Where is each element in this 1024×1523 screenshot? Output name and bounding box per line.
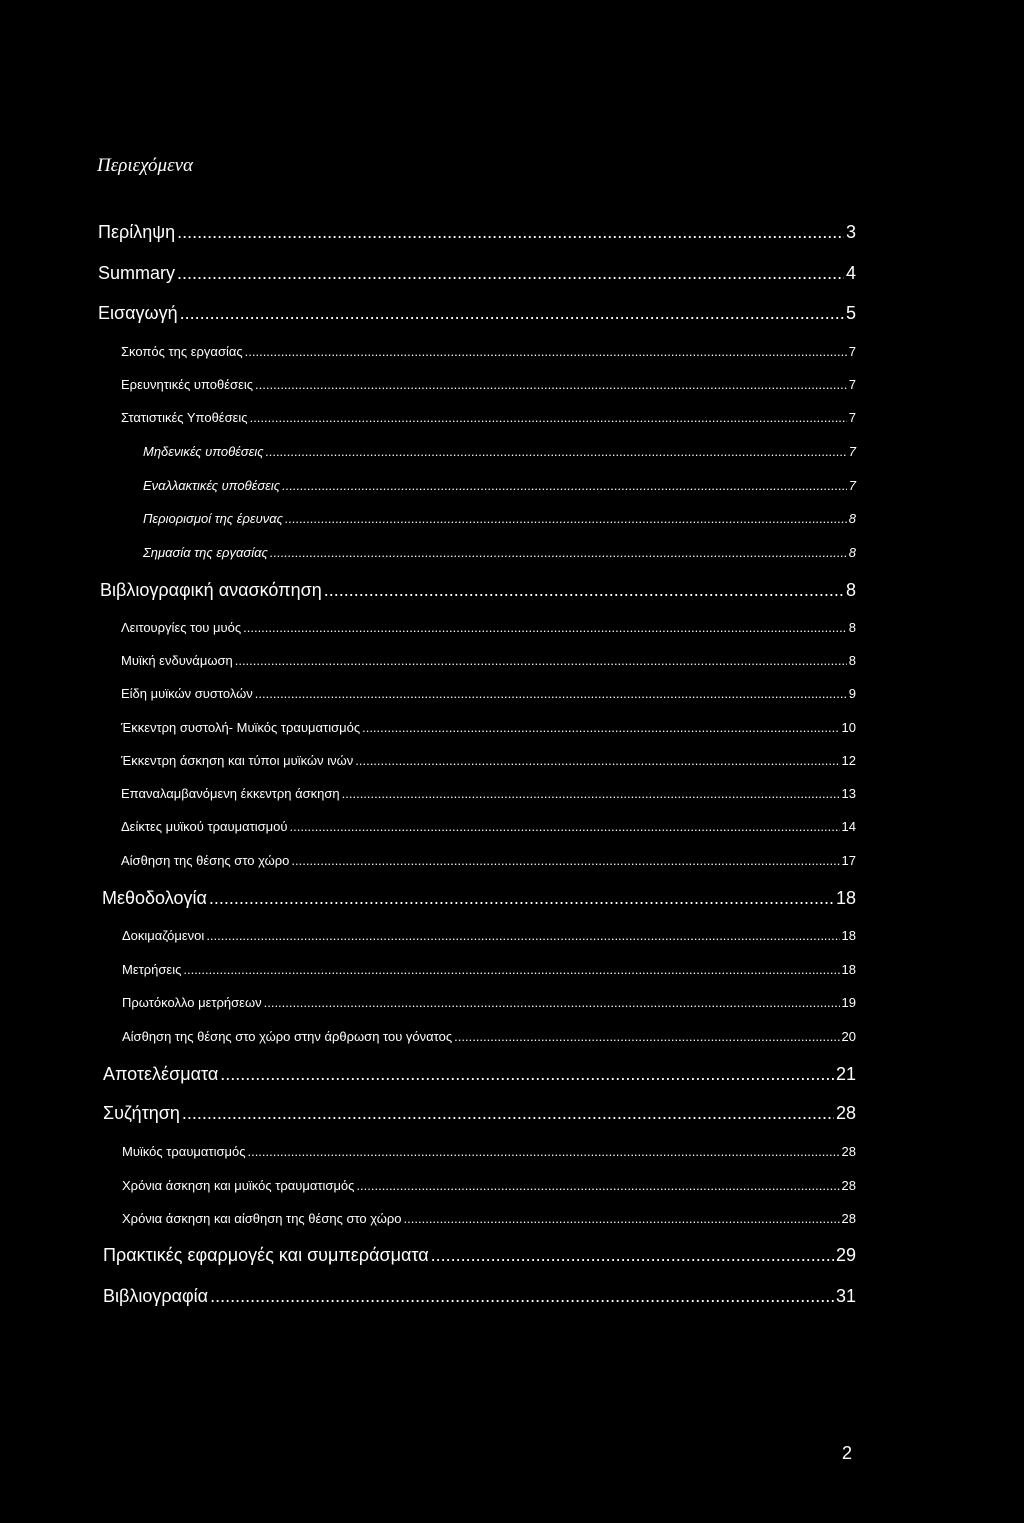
toc-entry[interactable] <box>121 753 856 768</box>
toc-entry-title: Σημασία της εργασίας <box>143 545 268 560</box>
toc-dot-leader <box>177 222 844 243</box>
toc-entry-title: Επαναλαμβανόμενη έκκεντρη άσκηση <box>121 786 340 801</box>
toc-entry[interactable] <box>121 720 856 735</box>
toc-entry[interactable] <box>121 344 856 359</box>
toc-entry-title: Είδη μυϊκών συστολών <box>121 686 253 701</box>
toc-entry-page: 14 <box>841 819 856 834</box>
toc-dot-leader <box>362 720 839 735</box>
toc-entry-title: Εναλλακτικές υποθέσεις <box>143 478 281 493</box>
toc-entry-title: Αποτελέσματα <box>103 1064 219 1084</box>
toc-entry[interactable] <box>121 819 856 834</box>
toc-entry-title: Αίσθηση της θέσης στο χώρο στην άρθρωση του γόνατος <box>122 1029 453 1044</box>
toc-entry-page: 7 <box>848 478 856 493</box>
toc-entry-page: 4 <box>845 263 856 283</box>
toc-dot-leader <box>183 962 839 977</box>
toc-entry[interactable] <box>122 1178 856 1193</box>
toc-entry[interactable] <box>121 377 856 392</box>
toc-entry-page: 12 <box>841 753 856 768</box>
toc-entry-title: Χρόνια άσκηση και μυϊκός τραυματισμός <box>122 1178 355 1193</box>
toc-entry[interactable] <box>103 1245 856 1266</box>
toc-dot-leader <box>182 1103 834 1124</box>
toc-entry-title: Δοκιμαζόμενοι <box>122 928 205 943</box>
toc-entry[interactable] <box>121 786 856 801</box>
toc-dot-leader <box>270 545 847 560</box>
toc-entry[interactable] <box>143 511 856 526</box>
toc-entry-title: Πρακτικές εφαρμογές και συμπεράσματα <box>103 1245 429 1265</box>
toc-entry-title: Πρωτόκολλο μετρήσεων <box>122 995 262 1010</box>
toc-entry-page: 7 <box>848 444 856 459</box>
toc-entry[interactable] <box>122 1211 856 1226</box>
toc-entry-title: Μυϊκή ενδυνάμωση <box>121 653 233 668</box>
toc-entry[interactable] <box>98 222 856 243</box>
toc-entry-title: Συζήτηση <box>103 1103 180 1123</box>
toc-entry-page: 28 <box>841 1144 856 1159</box>
toc-entry-title: Λειτουργίες του μυός <box>121 620 242 635</box>
toc-entry-page: 18 <box>841 962 856 977</box>
toc-entry[interactable] <box>122 1144 856 1159</box>
toc-entry-page: 28 <box>841 1178 856 1193</box>
toc-entry-title: Βιβλιογραφική ανασκόπηση <box>100 580 322 600</box>
toc-entry-page: 8 <box>848 653 856 668</box>
toc-entry-page: 29 <box>835 1245 856 1265</box>
toc-entry[interactable] <box>122 995 856 1010</box>
toc-entry-title: Έκκεντρη άσκηση και τύποι μυϊκών ινών <box>121 753 354 768</box>
toc-dot-leader <box>250 410 847 425</box>
toc-entry-title: Δείκτες μυϊκού τραυματισμού <box>121 819 288 834</box>
toc-entry[interactable] <box>121 686 856 701</box>
toc-entry-page: 17 <box>841 853 856 868</box>
toc-entry-page: 18 <box>835 888 856 908</box>
toc-dot-leader <box>404 1211 840 1226</box>
toc-entry[interactable] <box>98 303 856 324</box>
toc-entry-title: Μηδενικές υποθέσεις <box>143 444 264 459</box>
toc-dot-leader <box>235 653 847 668</box>
toc-entry[interactable] <box>121 620 856 635</box>
toc-dot-leader <box>247 1144 839 1159</box>
toc-entry-title: Περιορισμοί της έρευνας <box>143 511 283 526</box>
toc-entry[interactable] <box>103 1103 856 1124</box>
toc-entry[interactable] <box>98 263 856 284</box>
toc-entry[interactable] <box>143 444 856 459</box>
toc-entry-title: Στατιστικές Υποθέσεις <box>121 410 248 425</box>
toc-entry[interactable] <box>143 478 856 493</box>
toc-entry-page: 7 <box>848 410 856 425</box>
toc-dot-leader <box>355 753 839 768</box>
toc-dot-leader <box>255 377 847 392</box>
toc-entry-page: 10 <box>841 720 856 735</box>
toc-entry-page: 9 <box>848 686 856 701</box>
toc-entry-page: 20 <box>841 1029 856 1044</box>
toc-entry[interactable] <box>143 545 856 560</box>
toc-entry[interactable] <box>121 410 856 425</box>
toc-dot-leader <box>290 819 840 834</box>
toc-entry[interactable] <box>122 962 856 977</box>
toc-entry-page: 8 <box>848 511 856 526</box>
page-number: 2 <box>842 1443 853 1463</box>
toc-entry-title: Έκκεντρη συστολή- Μυϊκός τραυματισμός <box>121 720 361 735</box>
toc-entry[interactable] <box>121 653 856 668</box>
toc-entry-page: 8 <box>845 580 856 600</box>
toc-dot-leader <box>209 888 834 909</box>
toc-entry[interactable] <box>122 928 856 943</box>
toc-dot-leader <box>324 580 844 601</box>
toc-entry-title: Μεθοδολογία <box>102 888 207 908</box>
toc-dot-leader <box>264 995 840 1010</box>
toc-dot-leader <box>180 303 844 324</box>
toc-dot-leader <box>266 444 847 459</box>
toc-entry-title: Περίληψη <box>98 222 176 242</box>
toc-entry-title: Summary <box>98 263 176 283</box>
toc-entry-title: Χρόνια άσκηση και αίσθηση της θέσης στο χώρο <box>122 1211 402 1226</box>
toc-entry-title: Σκοπός της εργασίας <box>121 344 243 359</box>
toc-dot-leader <box>431 1245 834 1266</box>
toc-entry[interactable] <box>122 1029 856 1044</box>
toc-entry[interactable] <box>121 853 856 868</box>
toc-dot-leader <box>342 786 840 801</box>
toc-heading: Περιεχόμενα <box>97 155 193 176</box>
toc-entry[interactable] <box>100 580 856 601</box>
toc-entry-page: 5 <box>845 303 856 323</box>
toc-entry-page: 7 <box>848 377 856 392</box>
toc-dot-leader <box>220 1064 834 1085</box>
toc-entry-page: 21 <box>835 1064 856 1084</box>
toc-entry-page: 28 <box>835 1103 856 1123</box>
toc-dot-leader <box>255 686 847 701</box>
toc-dot-leader <box>454 1029 839 1044</box>
toc-entry-page: 8 <box>848 545 856 560</box>
toc-entry-page: 3 <box>845 222 856 242</box>
toc-dot-leader <box>206 928 839 943</box>
toc-dot-leader <box>282 478 847 493</box>
toc-entry-title: Μετρήσεις <box>122 962 182 977</box>
toc-entry-page: 19 <box>841 995 856 1010</box>
toc-entry-title: Εισαγωγή <box>98 303 178 323</box>
toc-entry[interactable] <box>103 1286 856 1307</box>
toc-entry[interactable] <box>102 888 856 909</box>
toc-dot-leader <box>210 1286 834 1307</box>
toc-dot-leader <box>285 511 847 526</box>
toc-dot-leader <box>291 853 839 868</box>
toc-entry-title: Βιβλιογραφία <box>103 1286 209 1306</box>
toc-entry-page: 7 <box>848 344 856 359</box>
toc-entry-page: 28 <box>841 1211 856 1226</box>
toc-dot-leader <box>177 263 844 284</box>
toc-entry-page: 8 <box>848 620 856 635</box>
toc-entry-title: Ερευνητικές υποθέσεις <box>121 377 254 392</box>
toc-entry-title: Αίσθηση της θέσης στο χώρο <box>121 853 290 868</box>
toc-entry-title: Μυϊκός τραυματισμός <box>122 1144 246 1159</box>
toc-dot-leader <box>356 1178 839 1193</box>
toc-dot-leader <box>245 344 847 359</box>
toc-dot-leader <box>243 620 847 635</box>
toc-entry[interactable] <box>103 1064 856 1085</box>
toc-entry-page: 18 <box>841 928 856 943</box>
toc-entry-page: 13 <box>841 786 856 801</box>
toc-entry-page: 31 <box>835 1286 856 1306</box>
